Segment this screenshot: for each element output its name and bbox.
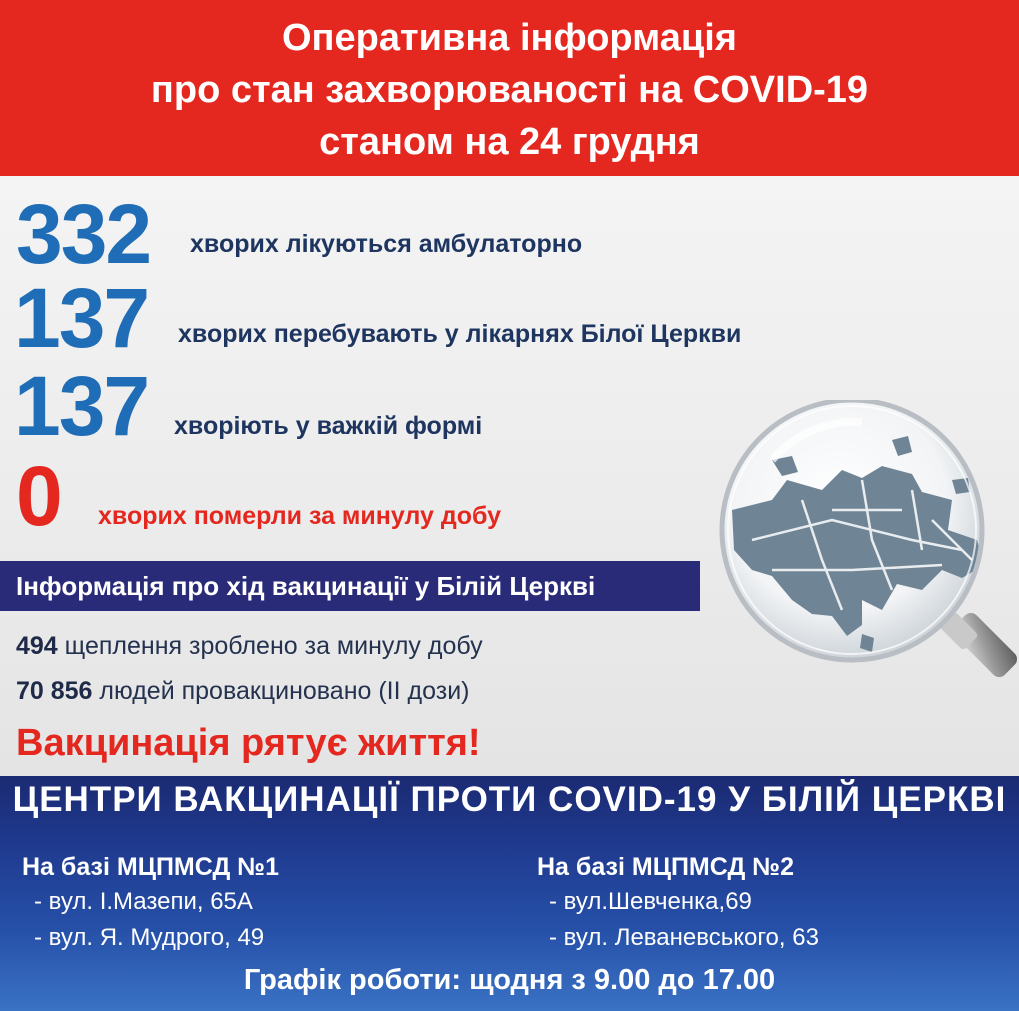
stat-severe-label: хворіють у важкій формі: [174, 412, 483, 440]
centers-title: ЦЕНТРИ ВАКЦИНАЦІЇ ПРОТИ COVID-19 У БІЛІЙ ЦЕРКВІ: [12, 780, 1007, 819]
center-2-address-2: - вул. Леваневського, 63: [549, 924, 819, 951]
stat-severe-value: 137: [14, 359, 149, 453]
center-1-address-2: - вул. Я. Мудрого, 49: [34, 924, 265, 951]
header-title-line-3: станом на 24 грудня: [319, 121, 700, 163]
vaccination-doses-line: [16, 632, 483, 661]
vaccination-people-line: [16, 677, 469, 706]
header-title-line-2: про стан захворюваності на COVID-19: [150, 69, 869, 111]
work-schedule: Графік роботи: щодня з 9.00 до 17.00: [243, 964, 776, 996]
stat-deaths-value: 0: [16, 449, 61, 543]
center-2-address-1: - вул.Шевченка,69: [549, 888, 752, 915]
vaccination-people-value: 70 856: [16, 677, 93, 705]
stat-deaths-label: хворих померли за минулу добу: [98, 502, 502, 530]
center-2-title: На базі МЦПМСД №2: [537, 853, 795, 881]
center-1-column: [22, 850, 279, 956]
vaccination-slogan: Вакцинація рятує життя!: [16, 722, 481, 764]
vaccination-doses-value: 494: [16, 632, 58, 660]
center-1-title: На базі МЦПМСД №1: [22, 853, 280, 881]
vaccination-people-text: людей провакциновано (II дози): [99, 677, 470, 705]
stat-outpatient-label: хворих лікуються амбулаторно: [190, 230, 583, 258]
header-title-line-1: Оперативна інформація: [282, 17, 737, 59]
vaccination-doses-text: щеплення зроблено за минулу добу: [64, 632, 483, 660]
header-banner: [0, 0, 1019, 176]
stat-hospital-value: 137: [14, 271, 149, 365]
stat-outpatient-value: 332: [16, 187, 151, 281]
magnifier-map-icon: [712, 400, 1019, 690]
stat-hospital-label: хворих перебувають у лікарнях Білої Церкви: [178, 320, 742, 348]
vaccination-centers-section: [0, 776, 1019, 1011]
center-1-address-1: - вул. І.Мазепи, 65А: [34, 888, 253, 915]
center-2-column: [537, 850, 819, 956]
vaccination-info-band: Інформація про хід вакцинації у Білій Церкві: [0, 561, 700, 611]
